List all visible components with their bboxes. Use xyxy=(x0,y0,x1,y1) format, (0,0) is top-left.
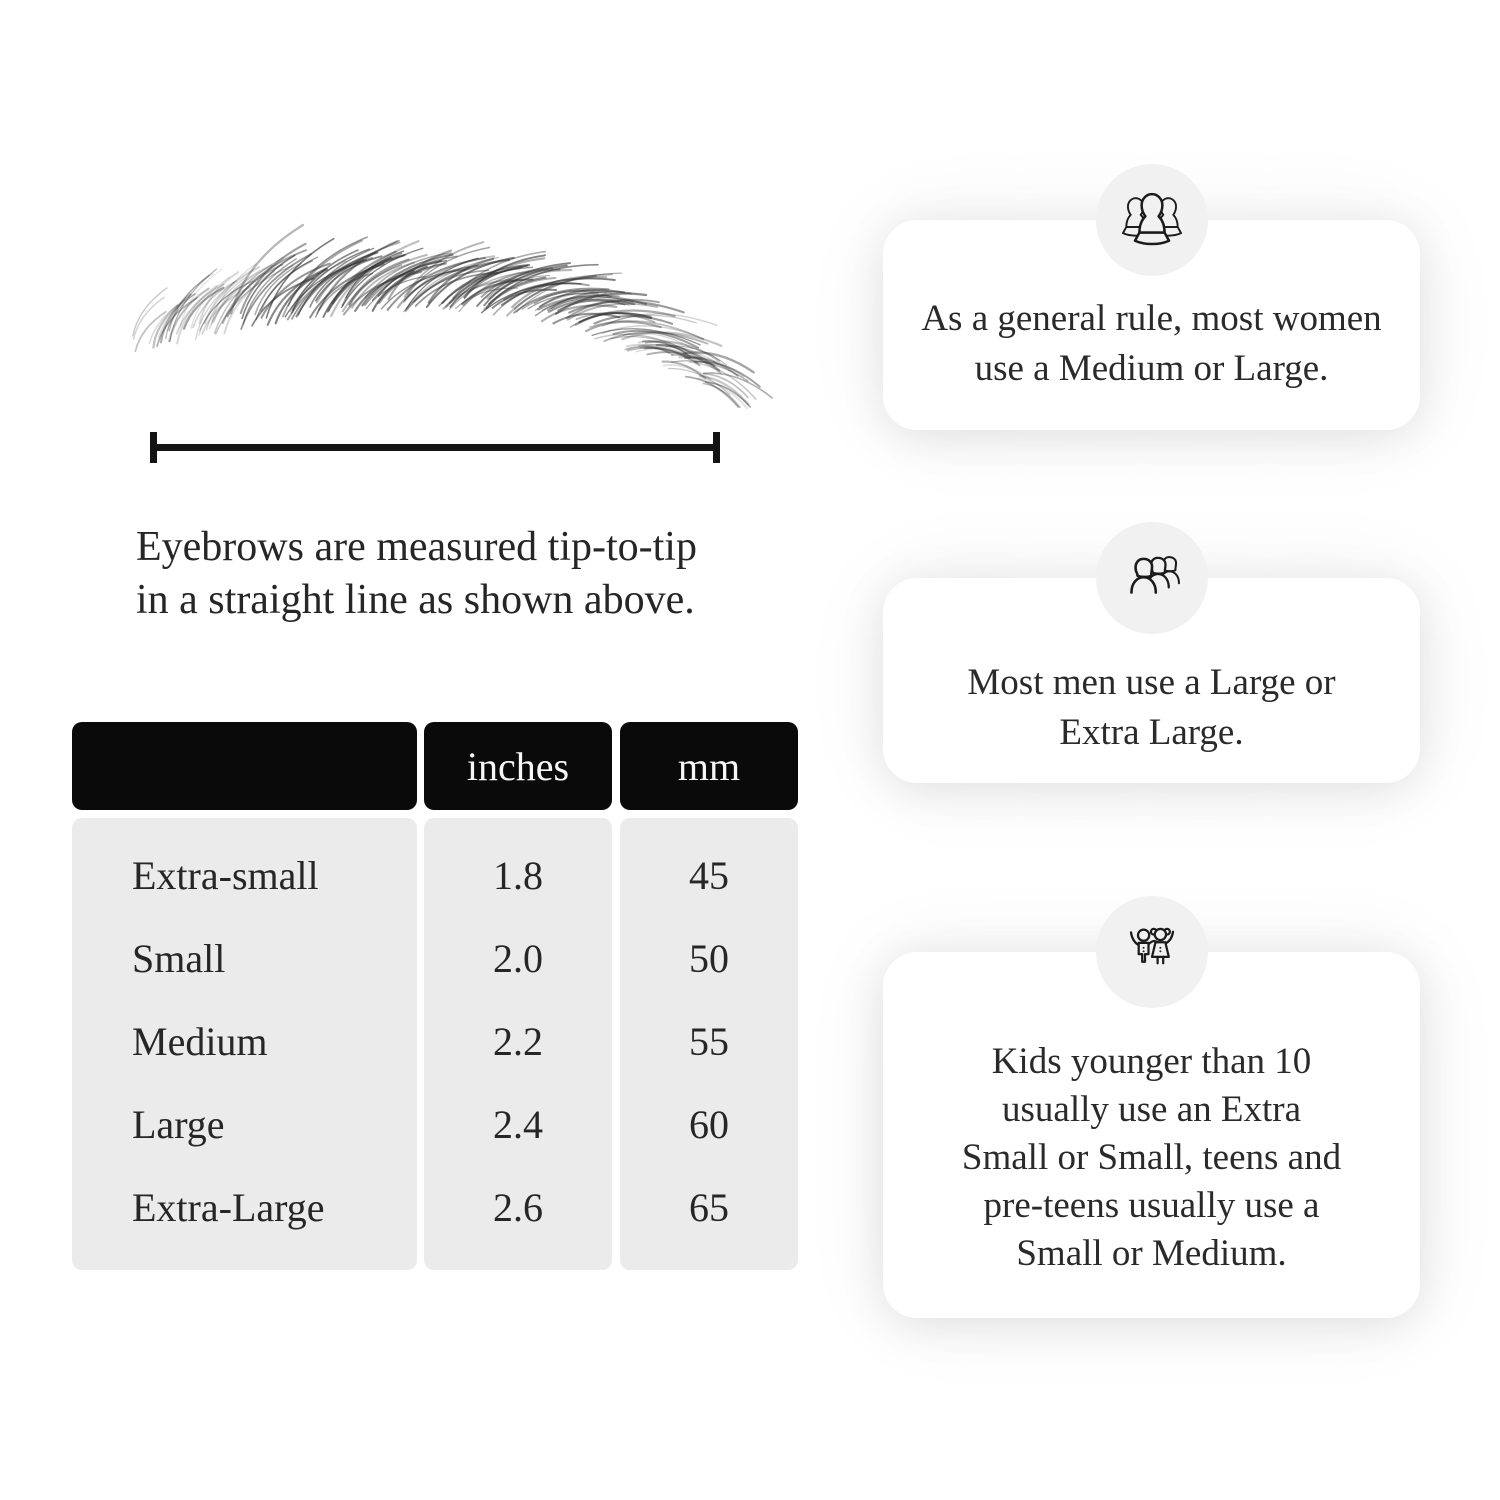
card-text-line: Small or Small, teens and xyxy=(961,1137,1342,1178)
table-cell-inches: 2.4 xyxy=(493,1102,543,1147)
eyebrow-illustration xyxy=(130,246,730,408)
table-column-sizes xyxy=(72,818,417,1270)
table-column-inches xyxy=(424,818,612,1270)
info-card-men xyxy=(883,578,1420,783)
card-text-line: Most men use a Large or xyxy=(967,662,1336,703)
table-cell-mm: 55 xyxy=(689,1019,729,1064)
table-header-inches: inches xyxy=(424,722,612,810)
caption-line-1: Eyebrows are measured tip-to-tip xyxy=(136,524,697,570)
table-header-blank xyxy=(72,722,417,810)
table-header-mm: mm xyxy=(620,722,798,810)
measurement-line xyxy=(152,444,718,451)
table-cell-mm: 65 xyxy=(689,1185,729,1230)
card-text-line: usually use an Extra xyxy=(1002,1089,1301,1130)
table-cell-inches: 2.6 xyxy=(493,1185,543,1230)
table-cell-inches: 1.8 xyxy=(493,853,543,898)
card-text-line: As a general rule, most women xyxy=(921,298,1382,339)
card-text-women xyxy=(883,294,1420,394)
kids-icon xyxy=(1096,896,1208,1008)
table-cell-inches: 2.0 xyxy=(493,936,543,981)
card-text-line: Extra Large. xyxy=(1059,712,1244,753)
table-cell-size: Extra-Large xyxy=(132,1185,325,1230)
table-cell-mm: 50 xyxy=(689,936,729,981)
caption-line-2: in a straight line as shown above. xyxy=(136,577,695,623)
men-group-icon xyxy=(1096,522,1208,634)
card-text-line: pre-teens usually use a xyxy=(983,1185,1320,1226)
table-cell-mm: 45 xyxy=(689,853,729,898)
table-cell-size: Extra-small xyxy=(132,853,319,898)
info-card-kids xyxy=(883,952,1420,1318)
card-text-men xyxy=(883,658,1420,758)
table-cell-size: Large xyxy=(132,1102,225,1147)
card-text-line: use a Medium or Large. xyxy=(974,348,1329,389)
card-text-kids xyxy=(883,1038,1420,1278)
table-cell-size: Small xyxy=(132,936,226,981)
measurement-caption xyxy=(136,521,697,627)
card-text-line: Small or Medium. xyxy=(1016,1233,1287,1274)
table-cell-size: Medium xyxy=(132,1019,268,1064)
table-cell-mm: 60 xyxy=(689,1102,729,1147)
table-cell-inches: 2.2 xyxy=(493,1019,543,1064)
info-card-women xyxy=(883,220,1420,430)
table-column-mm xyxy=(620,818,798,1270)
women-group-icon xyxy=(1096,164,1208,276)
card-text-line: Kids younger than 10 xyxy=(991,1041,1312,1082)
